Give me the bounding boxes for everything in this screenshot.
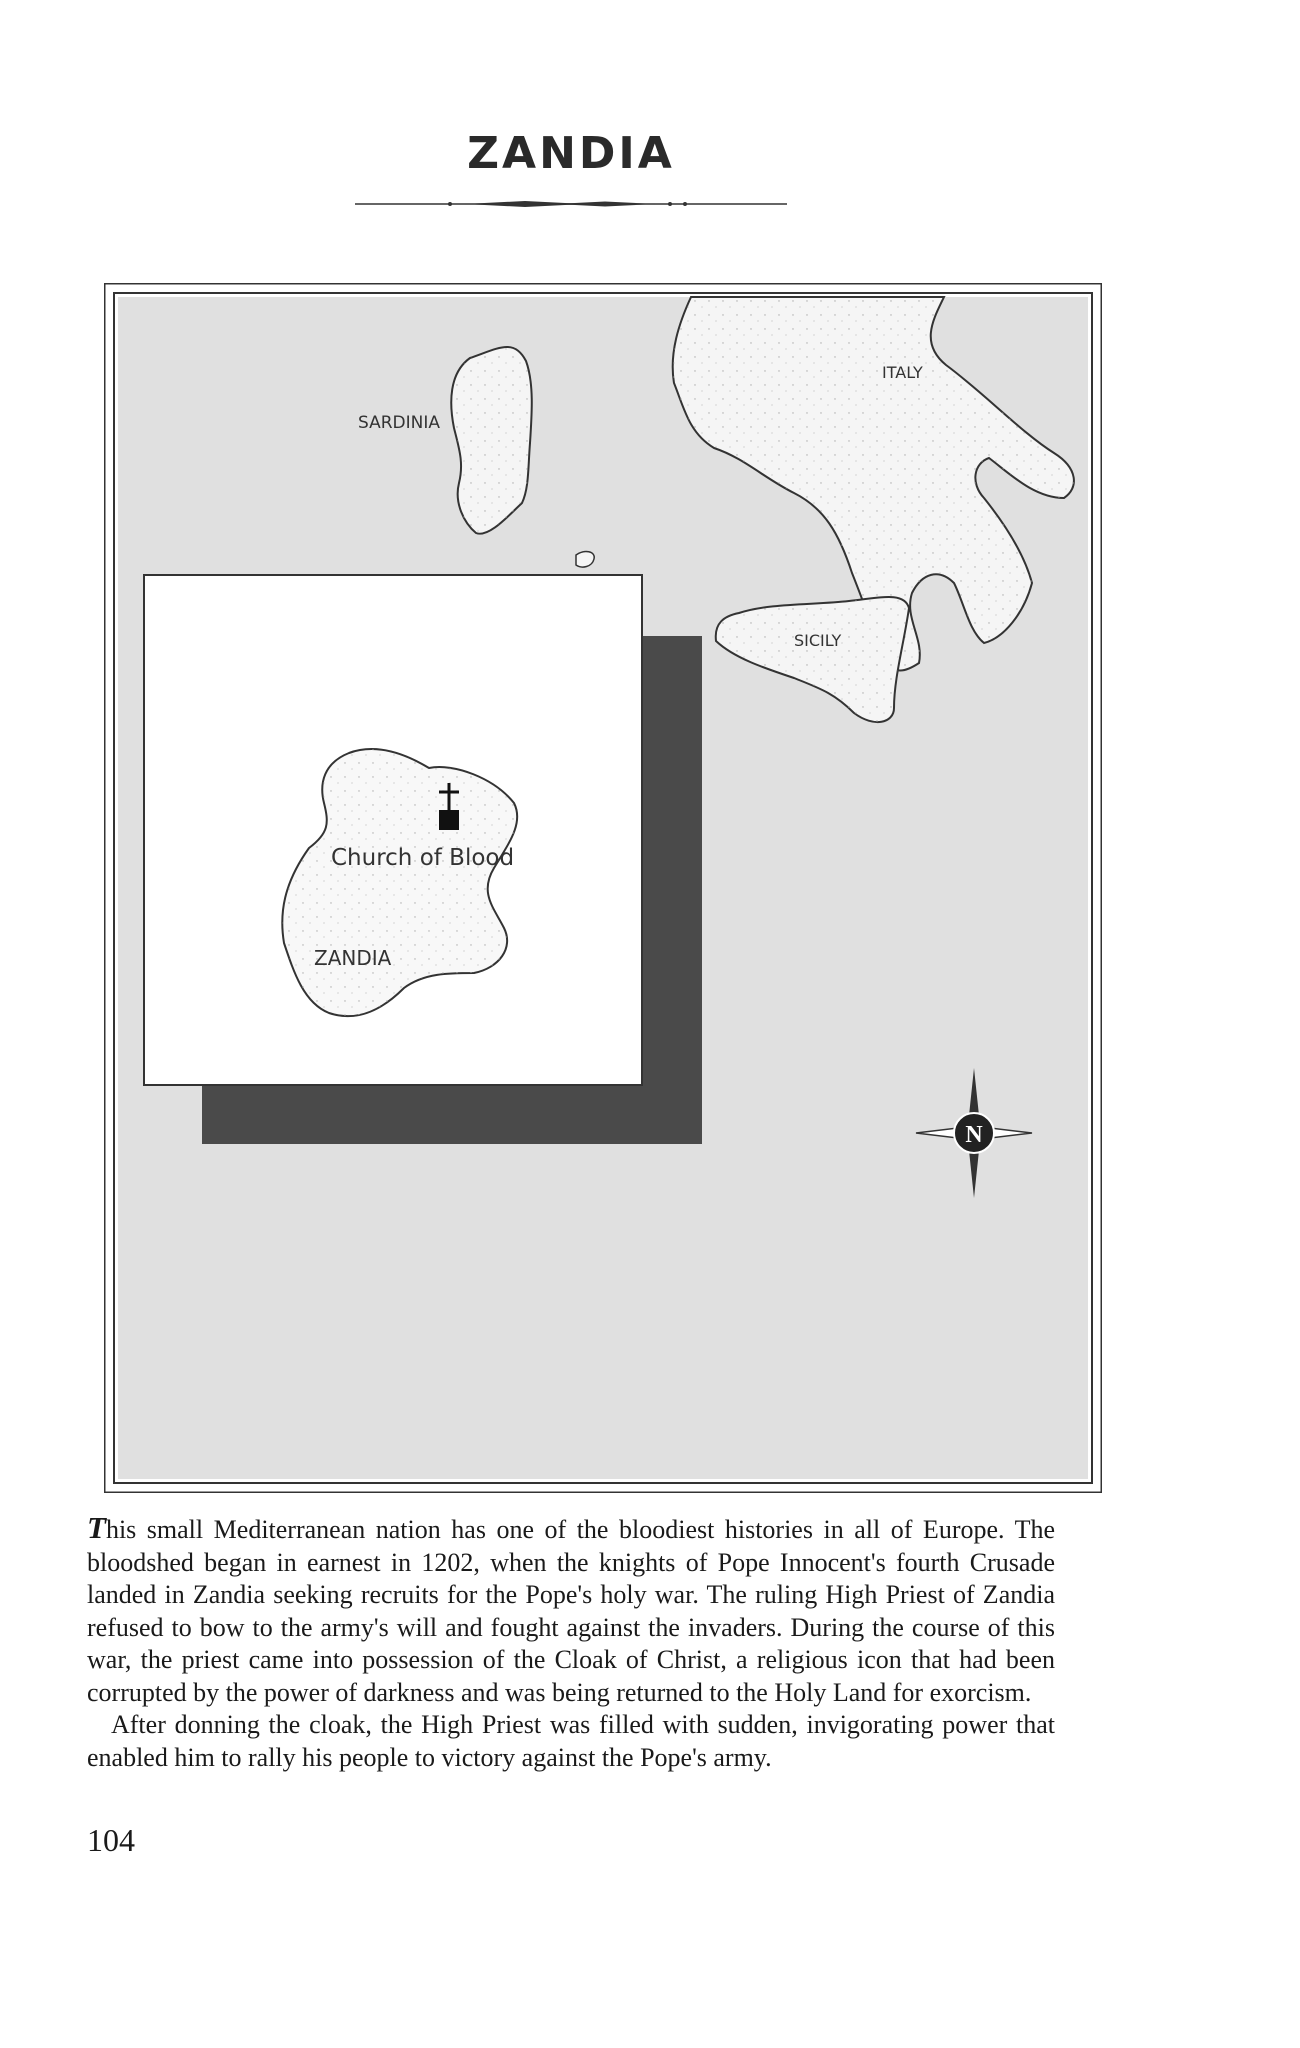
label-italy: ITALY (882, 363, 923, 382)
page-title: ZANDIA (467, 128, 675, 179)
caption-paragraph-2: After donning the cloak, the High Priest was filled with sudden, invigorating power that enabled him to rally his people to victory against the Pope's army. (87, 1710, 1055, 1772)
label-zandia-island: ZANDIA (314, 946, 392, 970)
title-divider (355, 200, 787, 208)
label-church-of-blood: Church of Blood (331, 845, 515, 871)
map-figure (104, 283, 1102, 1493)
page-number: 104 (87, 1822, 135, 1858)
zandia-location-dot (576, 552, 594, 567)
caption-paragraph-1 (87, 1512, 1055, 1709)
caption-text (87, 1512, 1055, 1774)
caption-paragraph-1-text: his small Mediterranean nation has one of the bloodiest histories in all of Europe. The bloodshed began in earnest in 1202, when the knights of Pope Innocent's fourth Crusade landed in Zandia seeking recruits for the Pope's holy war. The ruling High Priest of Zandia refused to bow to the army's will and fought against the invaders. During the course of this war, the priest came into possession of the Cloak of Christ, a religious icon that had been corrupted by the power of darkness and was being returned to the Holy Land for exorcism. (87, 1515, 1055, 1707)
label-sardinia: SARDINIA (358, 413, 441, 433)
label-sicily: SICILY (794, 631, 842, 650)
drop-cap: T (87, 1510, 106, 1545)
compass-north-label: N (965, 1122, 983, 1148)
